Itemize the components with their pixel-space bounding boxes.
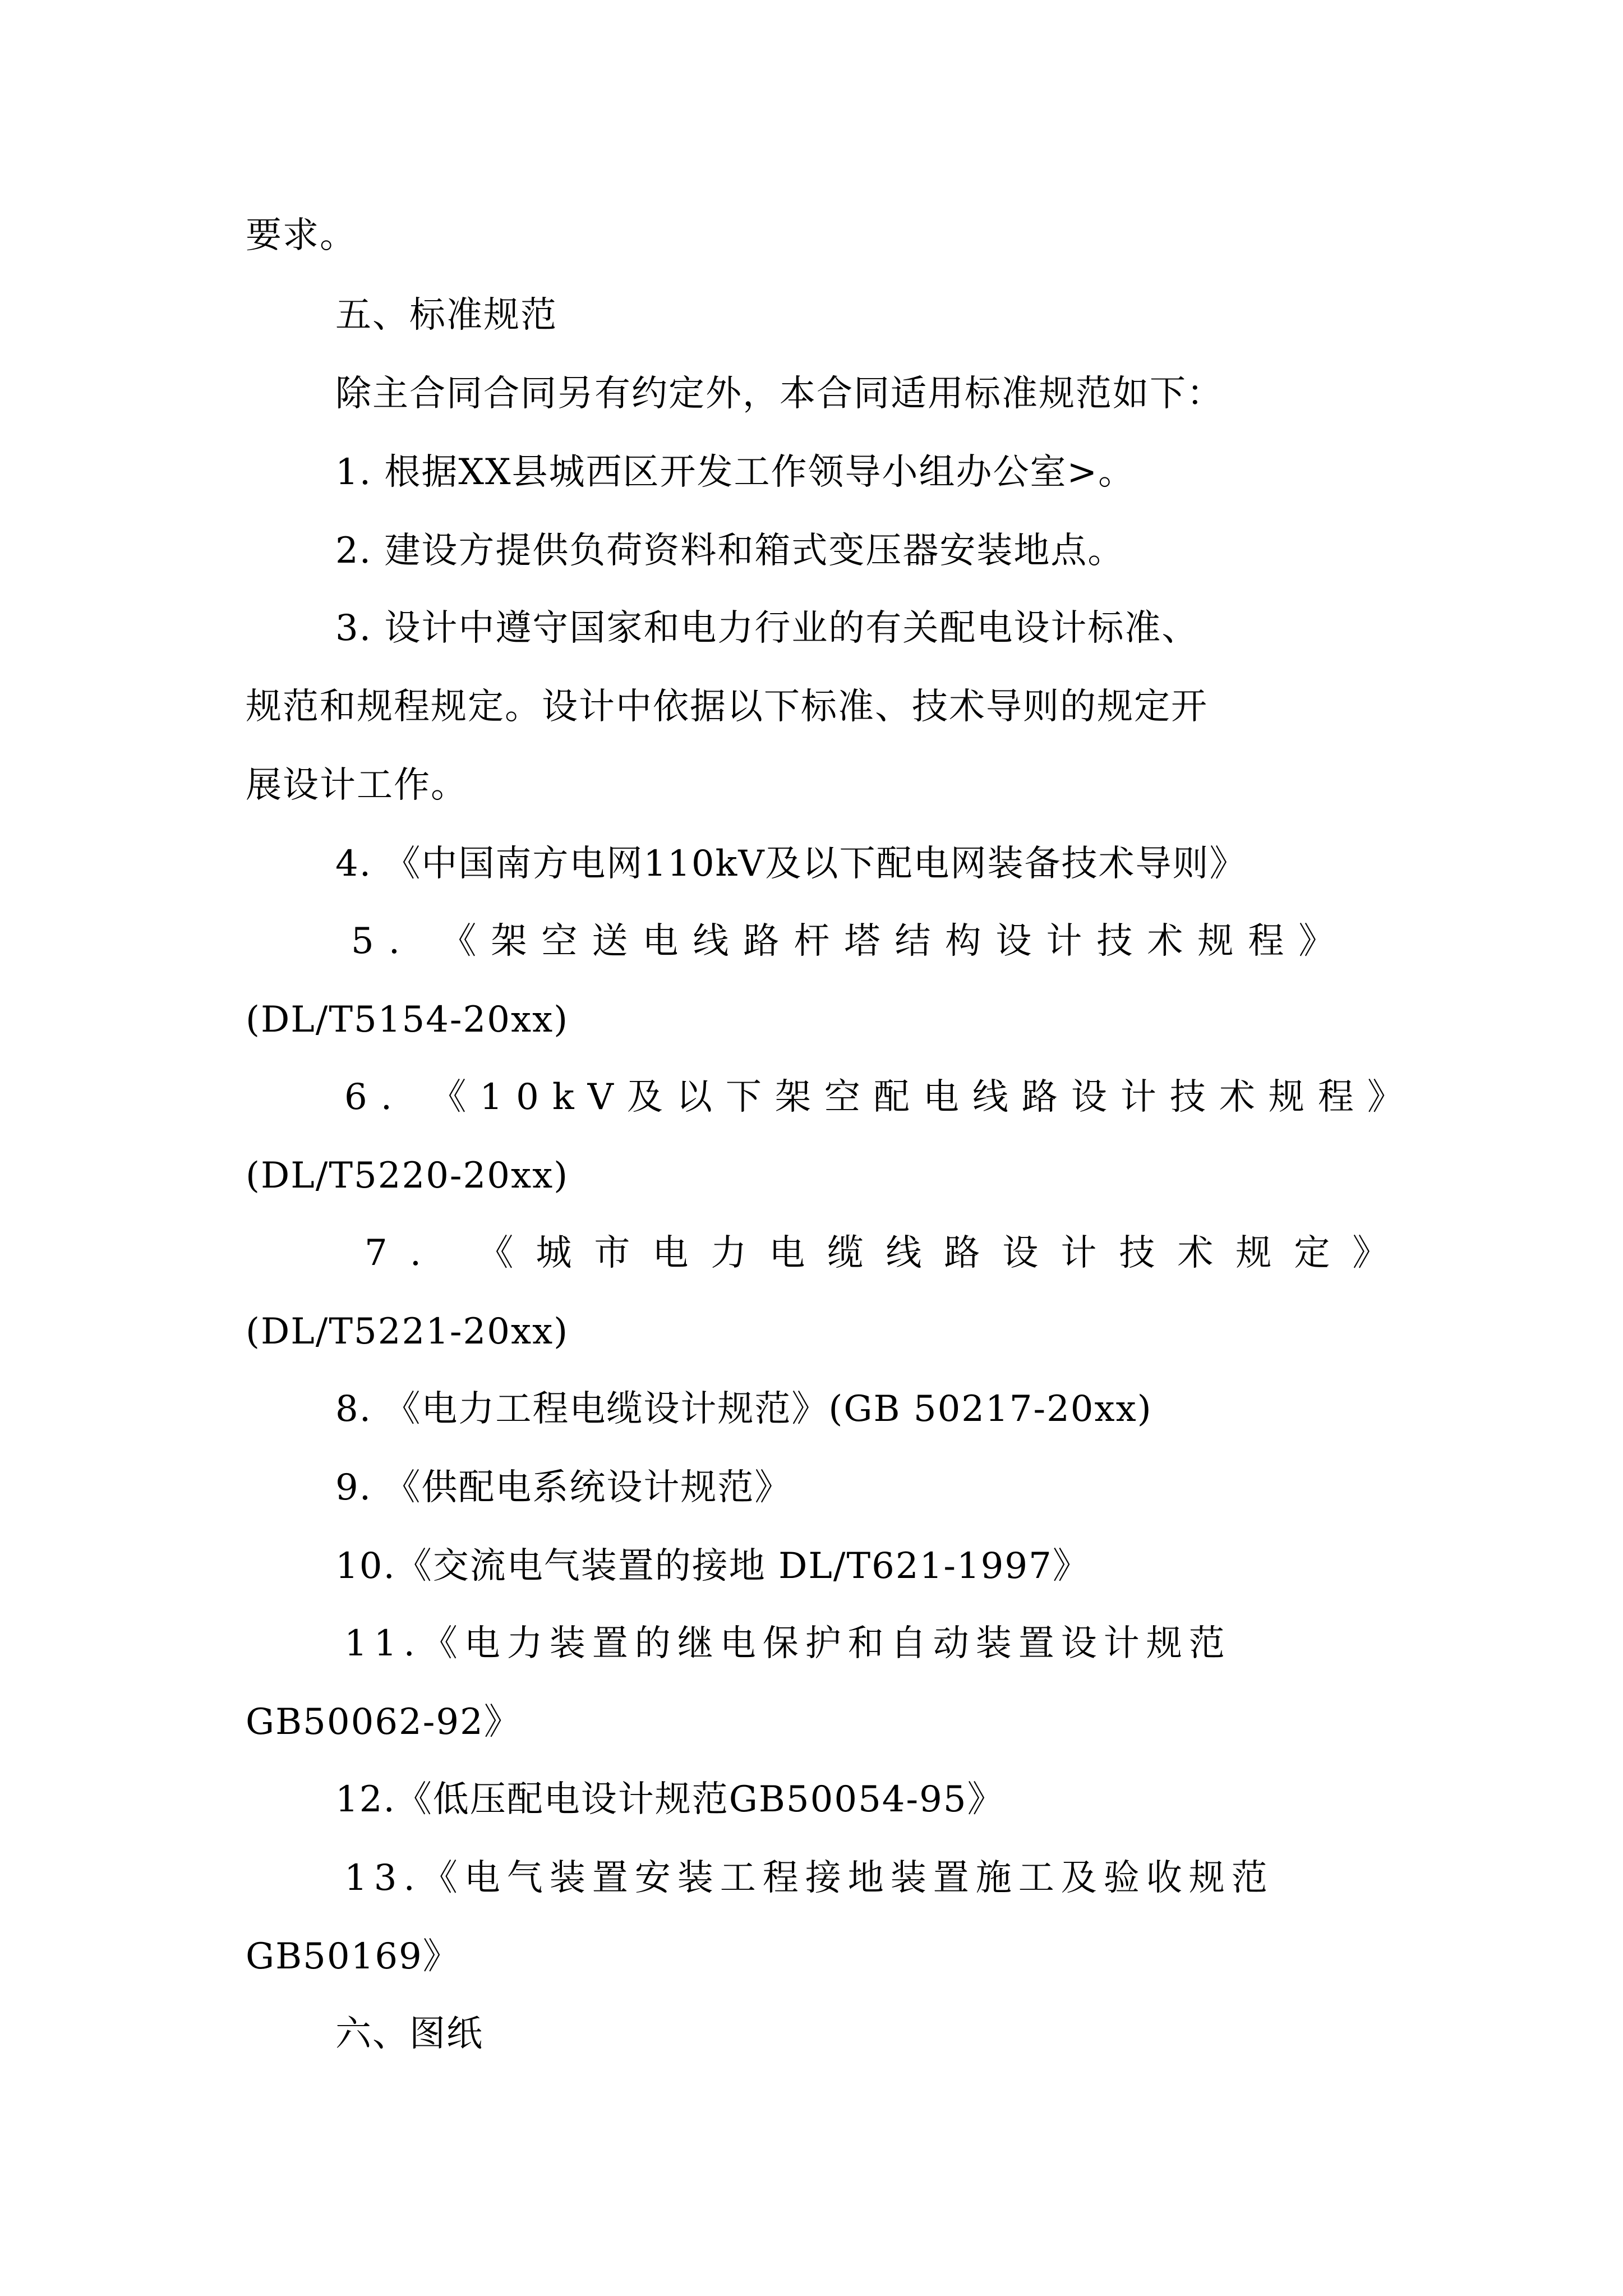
list-item: 6. 《10kV及以下架空配电线路设计技术规程》 (344, 1076, 1417, 1118)
list-item: 13.《电气装置安装工程接地装置施工及验收规范 (344, 1857, 1274, 1899)
list-item: 12.《低压配电设计规范GB50054-95》 (335, 1779, 1004, 1820)
section-heading: 六、图纸 (335, 2013, 483, 2055)
list-item: 10.《交流电气装置的接地 DL/T621-1997》 (335, 1545, 1090, 1587)
list-item: 11.《电力装置的继电保护和自动装置设计规范 (344, 1623, 1232, 1664)
list-item-continuation: (DL/T5220-20xx) (246, 1155, 569, 1197)
section-heading: 五、标准规范 (335, 295, 557, 336)
list-item-continuation: (DL/T5221-20xx) (246, 1311, 569, 1352)
intro-paragraph: 除主合同合同另有约定外，本合同适用标准规范如下： (335, 373, 1224, 415)
list-item: 5. 《架空送电线路杆塔结构设计技术规程》 (351, 921, 1349, 962)
list-item-continuation: GB50062-92》 (246, 1701, 521, 1743)
list-item: 1. 根据XX县城西区开发工作领导小组办公室>。 (335, 452, 1136, 493)
list-item-continuation: (DL/T5154-20xx) (246, 999, 569, 1041)
list-item: 4. 《中国南方电网110kV及以下配电网装备技术导则》 (335, 843, 1247, 885)
list-item: 8. 《电力工程电缆设计规范》(GB 50217-20xx) (335, 1388, 1152, 1430)
list-item: 2. 建设方提供负荷资料和箱式变压器安装地点。 (335, 530, 1125, 572)
list-item-continuation: 展设计工作。 (246, 765, 468, 806)
list-item-continuation: 规范和规程规定。设计中依据以下标准、技术导则的规定开 (246, 686, 1208, 728)
list-item: 3. 设计中遵守国家和电力行业的有关配电设计标准、 (335, 608, 1199, 649)
paragraph-line: 要求。 (246, 215, 357, 256)
list-item: 9. 《供配电系统设计规范》 (335, 1467, 792, 1508)
list-item-continuation: GB50169》 (246, 1936, 460, 1977)
list-item: 7. 《城市电力电缆线路设计技术规定》 (365, 1232, 1411, 1274)
